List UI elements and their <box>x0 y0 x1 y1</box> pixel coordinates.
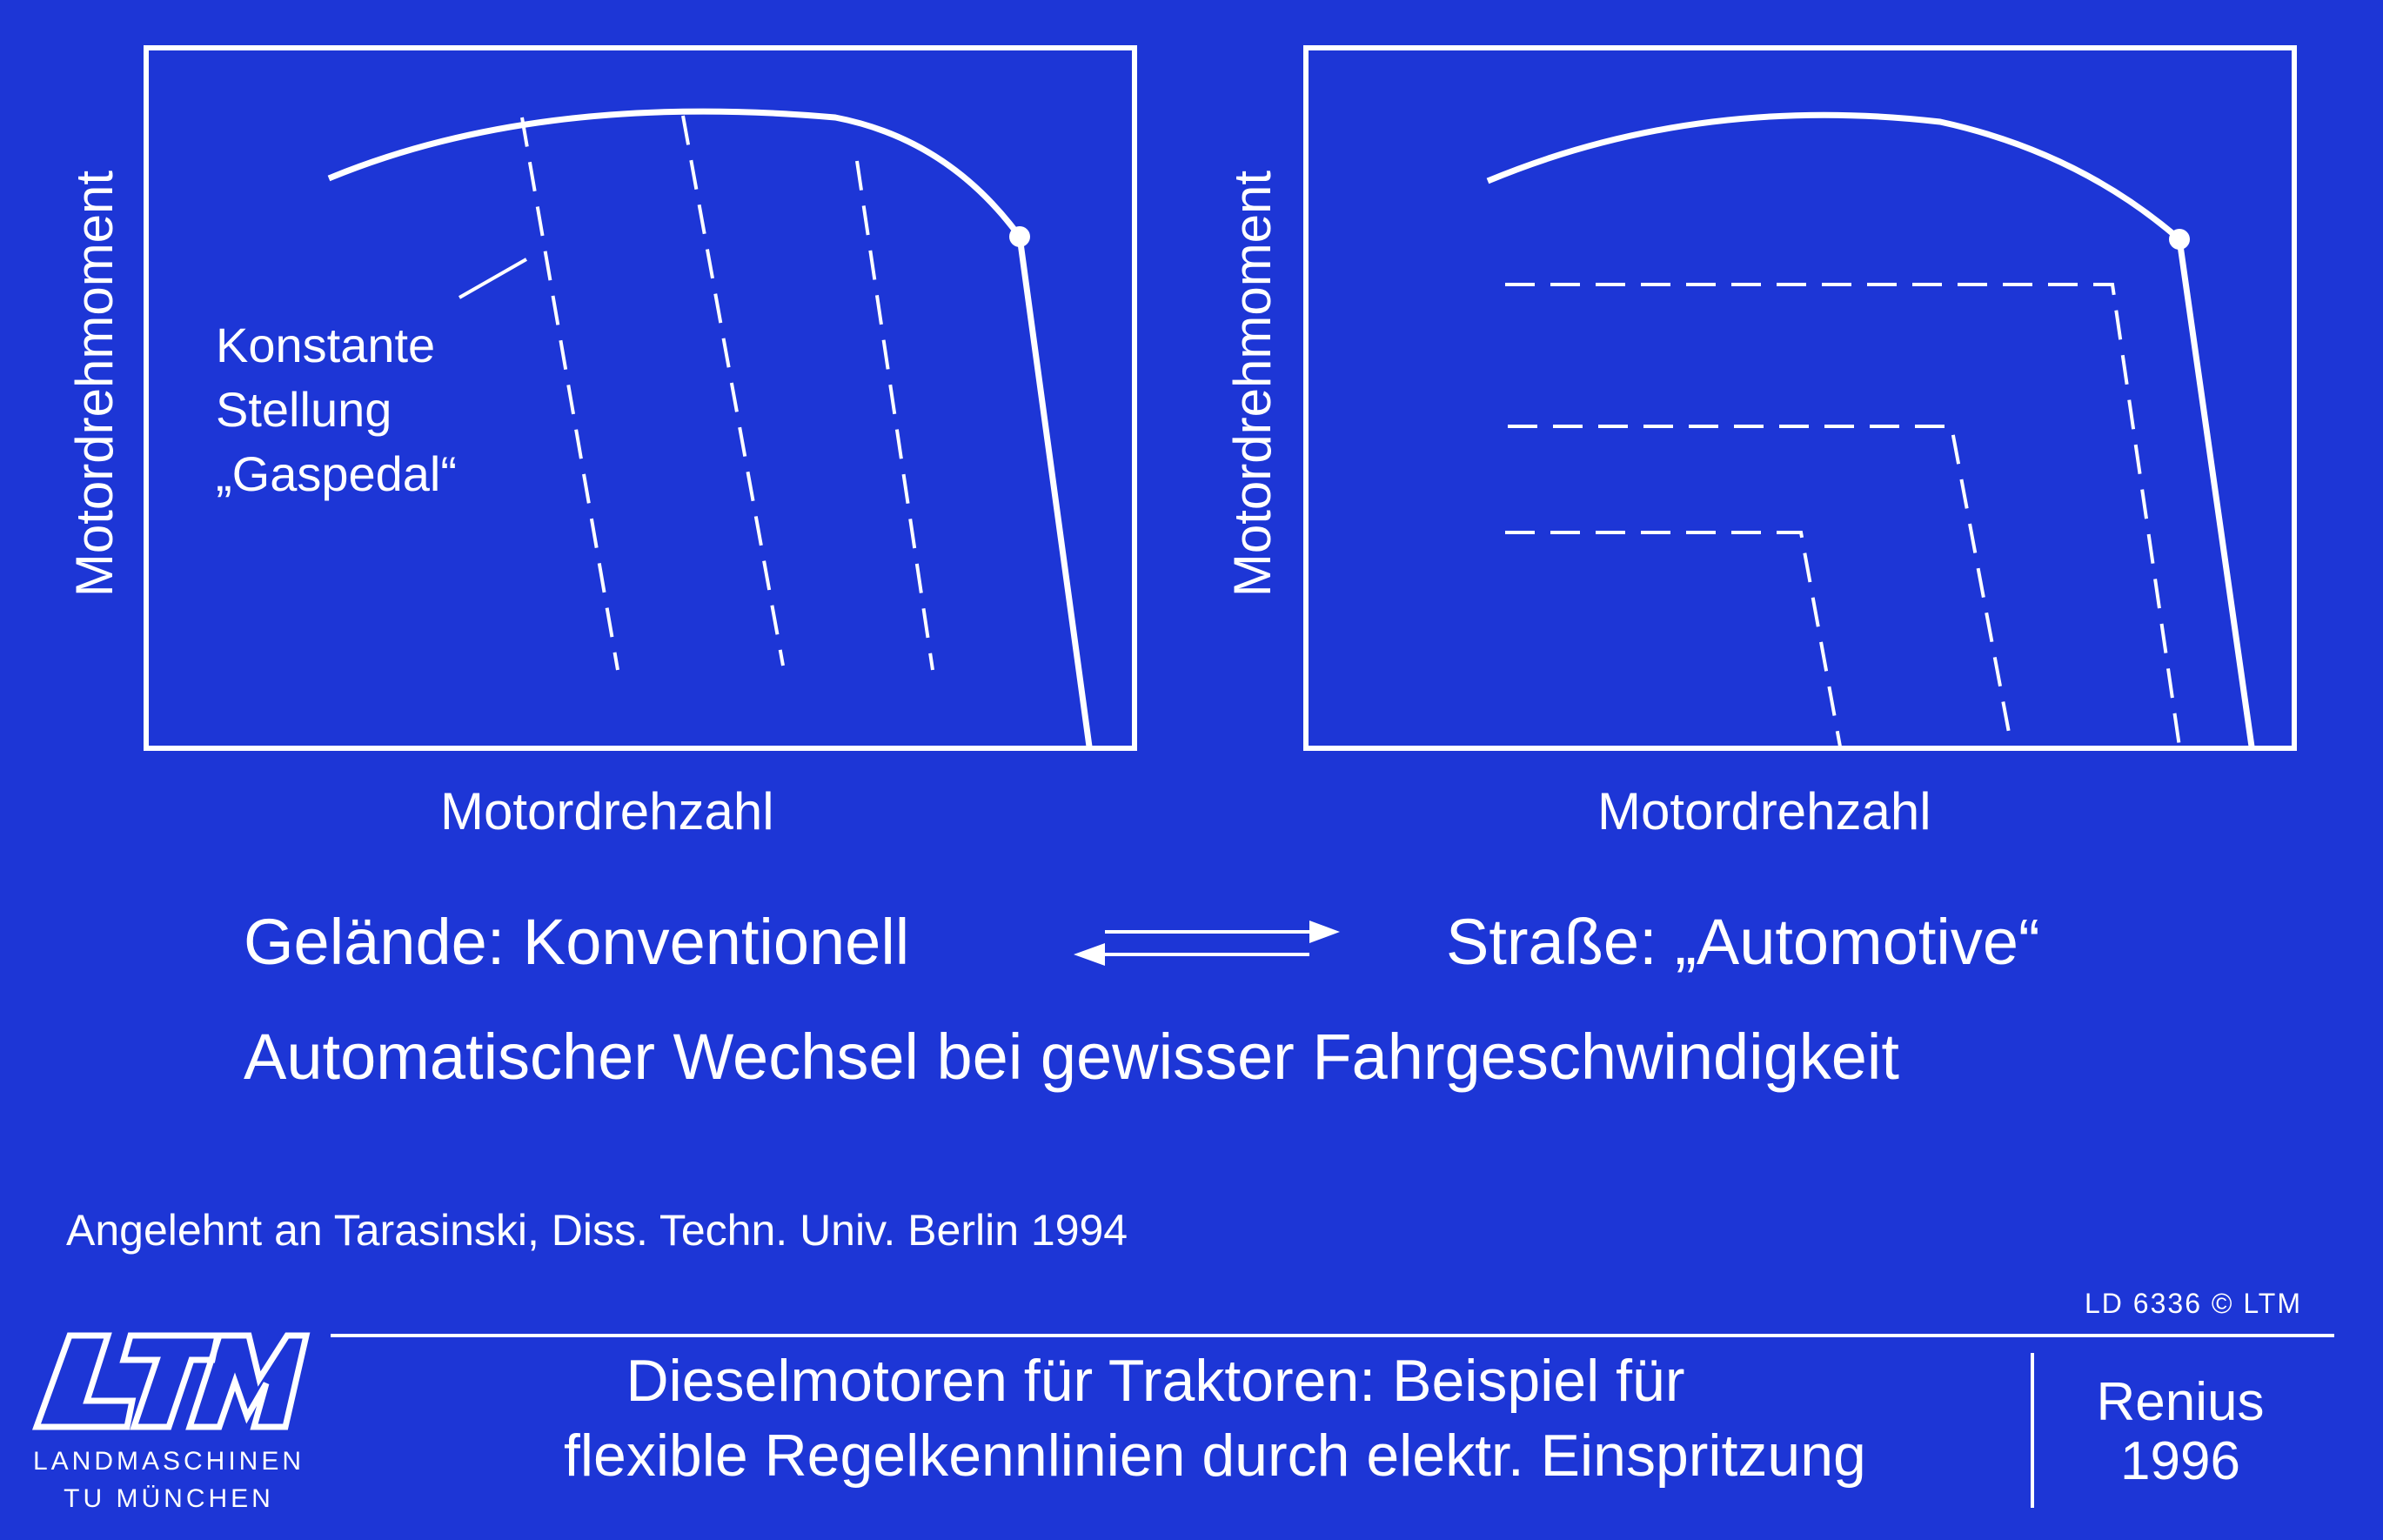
right-diagram-frame <box>1306 48 2294 748</box>
right-dashed-regulation-1 <box>1505 285 2179 747</box>
left-dashed-line-1 <box>522 117 618 670</box>
footer-title <box>564 1343 1866 1493</box>
logo-line-1: LANDMASCHINEN <box>32 1447 305 1476</box>
right-full-load-curve <box>1488 115 2252 747</box>
right-x-axis-label: Motordrehzahl <box>1597 782 1931 840</box>
slide-code: LD 6336 © LTM <box>2085 1288 2302 1319</box>
double-arrow-icon <box>1074 921 1340 966</box>
annotation-line-1: Konstante <box>216 318 436 372</box>
annotation-line-3: „Gaspedal“ <box>216 446 458 501</box>
logo-line-2: TU MÜNCHEN <box>64 1484 274 1513</box>
left-rated-point <box>1009 226 1030 247</box>
right-diagram <box>1306 48 2294 748</box>
footer-title-line-2: flexible Regelkennlinien durch elektr. Einspritzung <box>564 1423 1866 1489</box>
footer-author <box>2050 1373 2311 1491</box>
right-dashed-regulation-2 <box>1508 426 2011 747</box>
left-annotation <box>216 313 457 506</box>
right-y-axis-label: Motordrehmoment <box>1223 170 1282 598</box>
author-year: 1996 <box>2120 1431 2240 1491</box>
left-dashed-line-3 <box>857 161 933 670</box>
left-x-axis-label: Motordrehzahl <box>440 782 774 840</box>
ltm-logo-icon <box>37 1336 306 1427</box>
subtitle: Automatischer Wechsel bei gewisser Fahrgeschwindigkeit <box>244 1021 1899 1093</box>
author-name: Renius <box>2096 1372 2265 1432</box>
right-rated-point <box>2169 229 2190 250</box>
mode-left-label: Gelände: Konventionell <box>244 906 910 978</box>
annotation-line-2: Stellung <box>216 382 392 437</box>
left-dashed-line-2 <box>683 116 783 666</box>
source-note: Angelehnt an Tarasinski, Diss. Techn. Univ. Berlin 1994 <box>66 1206 1128 1255</box>
left-y-axis-label: Motordrehmoment <box>65 170 124 598</box>
mode-right-label: Straße: „Automotive“ <box>1446 906 2040 978</box>
footer-title-line-1: Dieselmotoren für Traktoren: Beispiel für <box>626 1348 1685 1414</box>
right-dashed-regulation-3 <box>1505 532 1840 747</box>
annotation-leader-line <box>459 259 526 298</box>
